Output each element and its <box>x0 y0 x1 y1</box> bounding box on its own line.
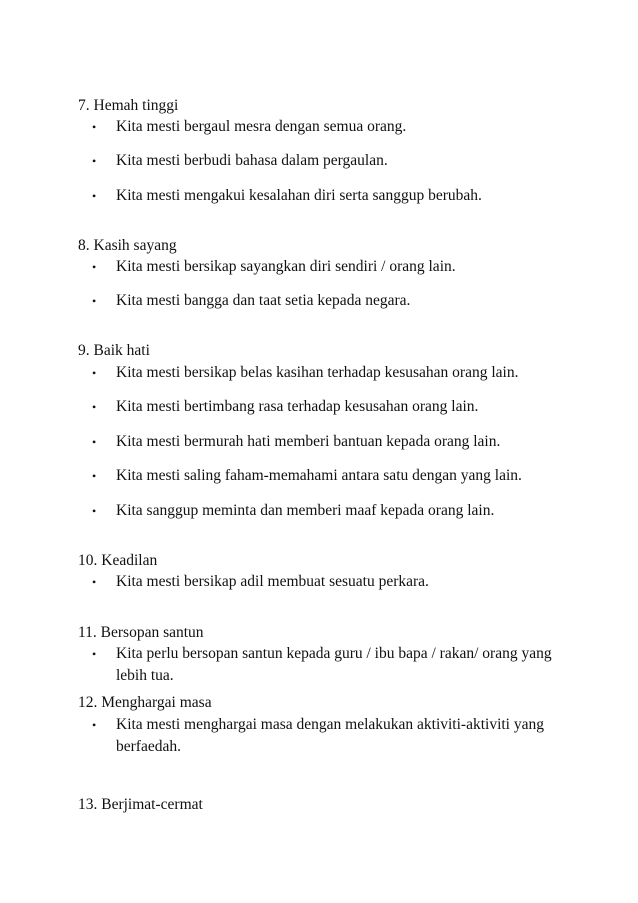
list-item-text: Kita mesti menghargai masa dengan melakukan aktiviti-aktiviti yang berfaedah. <box>116 716 544 755</box>
bullet-icon: • <box>92 120 97 134</box>
list-item-text: Kita mesti bersikap belas kasihan terhadap kesusahan orang lain. <box>116 364 519 381</box>
bullet-icon: • <box>92 154 97 168</box>
list-item-text: Kita mesti bertimbang rasa terhadap kesusahan orang lain. <box>116 398 479 415</box>
list-item-text: Kita mesti mengakui kesalahan diri serta sanggup berubah. <box>116 187 482 204</box>
bullet-icon: • <box>92 366 97 380</box>
bullet-icon: • <box>92 260 97 274</box>
bullet-icon: • <box>92 294 97 308</box>
bullet-icon: • <box>92 575 97 589</box>
list-item-text: Kita perlu bersopan santun kepada guru / ibu bapa / rakan/ orang yang lebih tua. <box>116 645 552 684</box>
section-heading-8: 8. Kasih sayang <box>78 237 177 254</box>
section-heading-11: 11. Bersopan santun <box>78 624 204 641</box>
bullet-icon: • <box>92 504 97 518</box>
bullet-icon: • <box>92 469 97 483</box>
list-item-text: Kita mesti saling faham-memahami antara satu dengan yang lain. <box>116 467 522 484</box>
section-heading-7: 7. Hemah tinggi <box>78 97 179 114</box>
list-item-text: Kita mesti bermurah hati memberi bantuan kepada orang lain. <box>116 433 501 450</box>
list-item-text: Kita mesti berbudi bahasa dalam pergaulan. <box>116 152 388 169</box>
bullet-icon: • <box>92 435 97 449</box>
section-heading-9: 9. Baik hati <box>78 342 150 359</box>
bullet-icon: • <box>92 400 97 414</box>
list-item-text: Kita mesti bergaul mesra dengan semua orang. <box>116 118 407 135</box>
list-item-text: Kita sanggup meminta dan memberi maaf kepada orang lain. <box>116 502 495 519</box>
section-heading-10: 10. Keadilan <box>78 552 158 569</box>
section-heading-13: 13. Berjimat-cermat <box>78 796 203 813</box>
bullet-icon: • <box>92 718 97 732</box>
list-item-text: Kita mesti bangga dan taat setia kepada negara. <box>116 292 411 309</box>
list-item-text: Kita mesti bersikap sayangkan diri sendiri / orang lain. <box>116 258 456 275</box>
bullet-icon: • <box>92 647 97 661</box>
bullet-icon: • <box>92 189 97 203</box>
section-heading-12: 12. Menghargai masa <box>78 694 212 711</box>
list-item-text: Kita mesti bersikap adil membuat sesuatu perkara. <box>116 573 429 590</box>
